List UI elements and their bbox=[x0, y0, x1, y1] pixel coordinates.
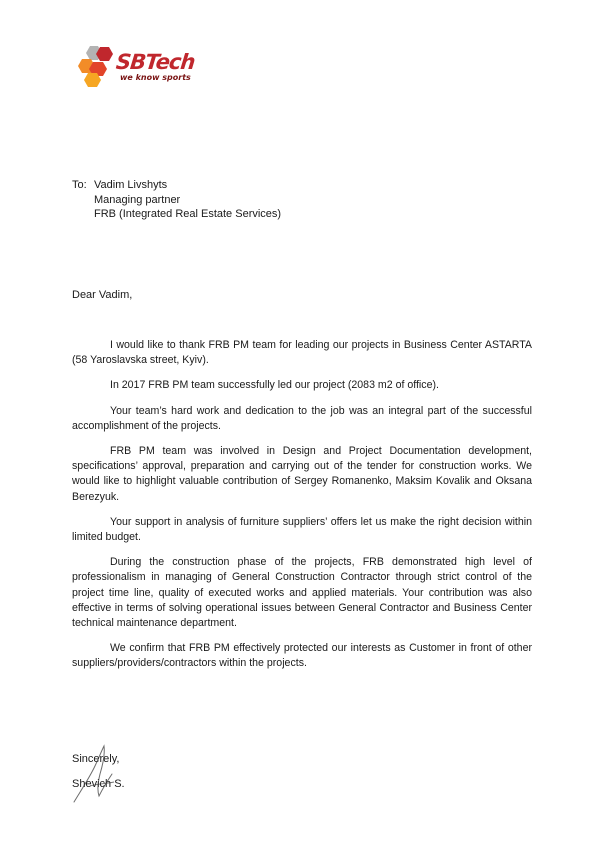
paragraph-3: Your team’s hard work and dedication to the job was an integral part of the successful accomplishment of the projects. bbox=[72, 404, 532, 432]
recipient-company: FRB (Integrated Real Estate Services) bbox=[94, 208, 282, 220]
recipient-name: Vadim Livshyts bbox=[94, 179, 168, 191]
logo-wordmark: SBTech bbox=[114, 50, 196, 74]
signer-name: Shevich S. bbox=[72, 778, 125, 790]
logo-tagline: we know sports bbox=[120, 73, 191, 82]
handwritten-signature bbox=[70, 740, 130, 810]
letter-body bbox=[72, 338, 532, 682]
salutation: Dear Vadim, bbox=[72, 289, 133, 301]
paragraph-7: We confirm that FRB PM effectively protected our interests as Customer in front of other suppliers/providers/contractors within the projects. bbox=[72, 642, 532, 670]
paragraph-4: FRB PM team was involved in Design and Project Documentation development, specifications’ approval, preparation and carrying out of the tender for construction works. We would like to highlight valuable contribution of Sergey Romanenko, Maksim Kovalik and Oksana Berezyuk. bbox=[72, 445, 532, 503]
paragraph-2: In 2017 FRB PM team successfully led our project (2083 m2 of office). bbox=[110, 379, 439, 392]
paragraph-5: Your support in analysis of furniture suppliers’ offers let us make the right decision within limited budget. bbox=[72, 515, 532, 544]
paragraph-6: During the construction phase of the projects, FRB demonstrated high level of professionalism in managing of General Construction Contractor through strict control of the project time line, quality of executed works and applied materials. Your contribution was also effective in terms of solving operational issues between General Contractor and Business Center technical maintenance department. bbox=[72, 556, 532, 630]
sbtech-logo bbox=[76, 44, 196, 90]
recipient-title: Managing partner bbox=[94, 193, 181, 206]
to-label: To: bbox=[72, 179, 87, 191]
paragraph-1: I would like to thank FRB PM team for leading our projects in Business Center ASTARTA (58 Yaroslavska street, Kyiv). bbox=[72, 339, 532, 367]
closing: Sincerely, bbox=[72, 753, 120, 765]
